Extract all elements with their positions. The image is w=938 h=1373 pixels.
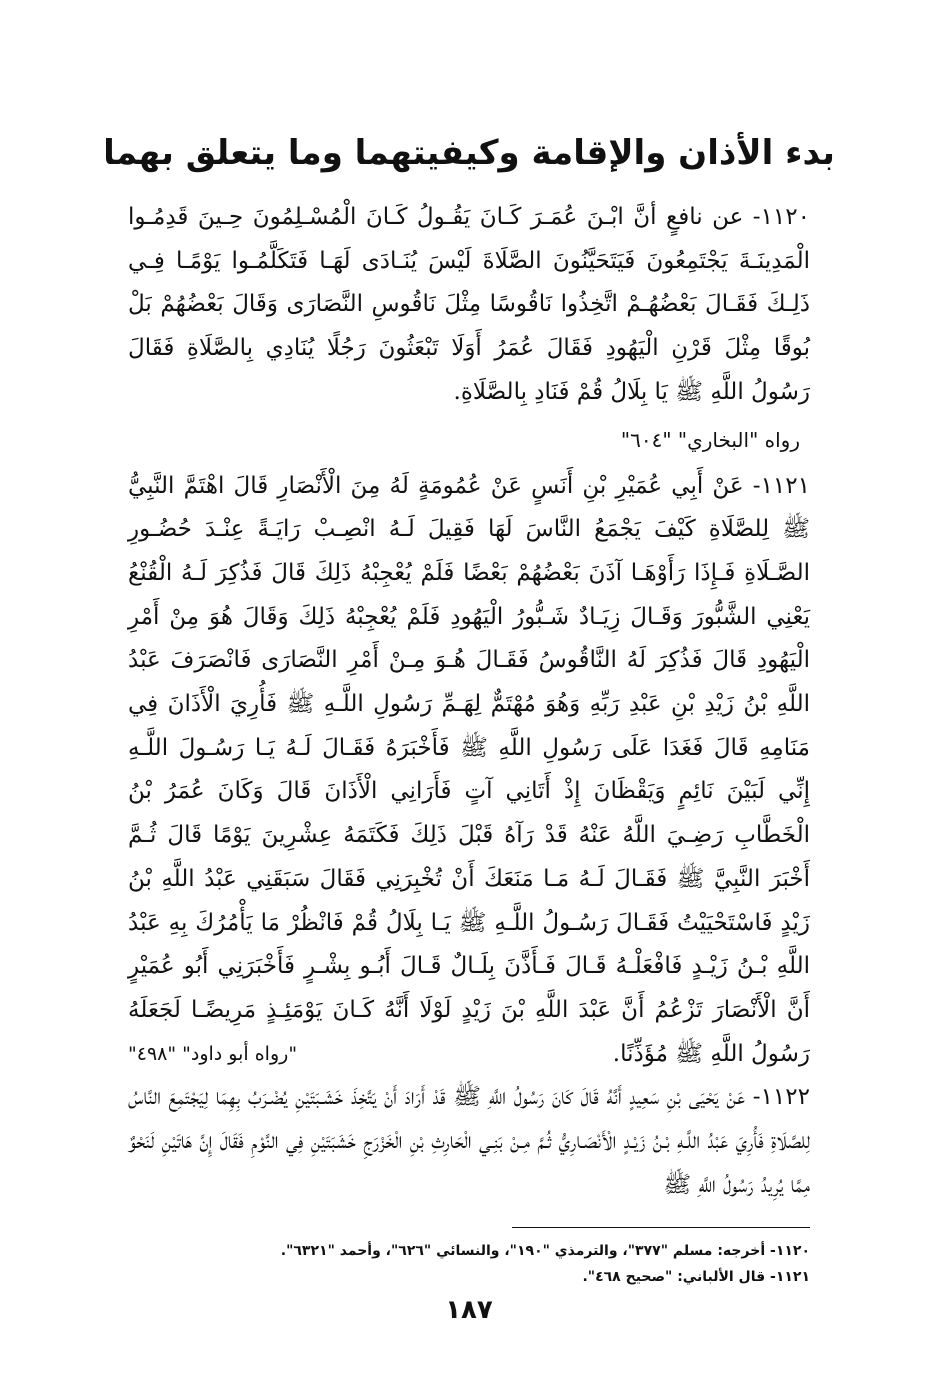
footnote-1121: ١١٢١- قال الألباني: "صحيح ٤٦٨". bbox=[582, 1269, 810, 1285]
hadith-1120-source: رواه "البخاري" "٦٠٤" bbox=[620, 427, 800, 452]
footnotes bbox=[128, 1238, 810, 1290]
hadith-1121-source: "رواه أبو داود" "٤٩٨" bbox=[128, 1042, 298, 1065]
hadith-1122: ١١٢٢- عَنْ يَحْيَى بْنِ سَعِيدٍ أَنَّهُ قَالَ كَانَ رَسُولُ اللَّهِ ﷺ قَدْ أَرَادَ أَنْ يَتَّخِذَ خَشَـبَتَيْنِ يُضْـرَبُ بِهِمَا لِيَجْتَمِعَ النَّاسُ لِلصَّلَاةِ فَأُرِيَ عَبْدُ اللَّـهِ بْـنُ زَيْـدٍ الْأَنْصَـارِيُّ ثُـمَّ مِـنْ بَنِـي الْحَارِثِ بْنِ الْخَزْرَجِ خَشَبَتَيْنِ فِي النَّوْمِ فَقَالَ إِنَّ هَاتَيْنِ لَنَحْوٌ مِمَّا يُرِيدُ رَسُولُ اللَّهِ ﷺ bbox=[128, 1084, 810, 1198]
chapter-title: بدء الأذان والإقامة وكيفيتهما وما يتعلق بهما bbox=[103, 133, 835, 173]
footnote-1120: ١١٢٠- أخرجه: مسلم "٣٧٧"، والترمذي "١٩٠"، والنسائي "٦٢٦"، وأحمد "٦٣٢١". bbox=[280, 1243, 810, 1259]
page-number: ١٨٧ bbox=[445, 1295, 493, 1325]
footnote-separator bbox=[512, 1227, 810, 1228]
hadith-1121-text: ١١٢١- عَنْ أَبِي عُمَيْرِ بْنِ أَنَسٍ عَنْ عُمُومَةٍ لَهُ مِنَ الْأَنْصَارِ قَالَ اهْتَمَّ النَّبِيُّ ﷺ لِلصَّلَاةِ كَيْفَ يَجْمَعُ النَّاسَ لَهَا فَقِيلَ لَـهُ انْصِـبْ رَايَـةً عِنْـدَ حُضُـورِ الصَّـلَاةِ فَـإِذَا رَأَوْهَـا آذَنَ بَعْضُهُمْ بَعْضًا فَلَمْ يُعْجِبْهُ ذَلِكَ قَالَ فَذُكِرَ لَـهُ الْقُنْعُ يَعْنِي الشَّبُّورَ وَقَـالَ زِيَـادٌ شَـبُّورُ الْيَهُودِ فَلَمْ يُعْجِبْهُ ذَلِكَ وَقَالَ هُوَ مِنْ أَمْرِ الْيَهُودِ قَالَ فَذُكِرَ لَهُ النَّاقُوسُ فَقَـالَ هُـوَ مِـنْ أَمْرِ النَّصَارَى فَانْصَرَفَ عَبْدُ اللَّهِ بْنُ زَيْدِ بْنِ عَبْدِ رَبِّهِ وَهُوَ مُهْتَمٌّ لِهَـمِّ رَسُولِ اللَّـهِ ﷺ فَأُرِيَ الْأَذَانَ فِي مَنَامِهِ قَالَ فَغَدَا عَلَى رَسُولِ اللَّهِ ﷺ فَأَخْبَرَهُ فَقَـالَ لَـهُ يَـا رَسُـولَ اللَّـهِ إِنِّي لَبَيْنَ نَائِمٍ وَيَقْظَانَ إِذْ أَتَانِي آتٍ فَأَرَانِي الْأَذَانَ قَالَ وَكَانَ عُمَرُ بْنُ الْخَطَّابِ رَضِـيَ اللَّهُ عَنْهُ قَدْ رَآهُ قَبْلَ ذَلِكَ فَكَتَمَهُ عِشْرِينَ يَوْمًا قَالَ ثُـمَّ أَخْبَرَ النَّبِيَّ ﷺ فَقَـالَ لَـهُ مَـا مَنَعَكَ أَنْ تُخْبِرَنِي فَقَالَ سَبَقَنِي عَبْدُ اللَّهِ بْنُ زَيْدٍ فَاسْتَحْيَيْتُ فَقَـالَ رَسُـولُ اللَّـهِ ﷺ يَـا بِلَالُ قُمْ فَانْظُرْ مَا يَأْمُرُكَ بِهِ عَبْدُ اللَّهِ بْـنُ زَيْـدٍ فَافْعَلْـهُ قَـالَ فَـأَذَّنَ بِلَـالٌ قَـالَ أَبُـو بِشْـرٍ فَأَخْبَرَنِي أَبُو عُمَيْرٍ أَنَّ الْأَنْصَارَ تَزْعُمُ أَنَّ عَبْدَ اللَّهِ بْنَ زَيْدٍ لَوْلَا أَنَّهُ كَـانَ يَوْمَئِـذٍ مَرِيضًـا لَجَعَلَهُ رَسُولُ اللَّهِ ﷺ مُؤَذِّنًا. bbox=[128, 472, 810, 1067]
hadith-1121 bbox=[128, 465, 810, 1077]
hadith-body bbox=[128, 196, 810, 1207]
hadith-1120: ١١٢٠- عن نافعٍ أنَّ ابْـنَ عُمَـرَ كَـانَ يَقُـولُ كَـانَ الْمُسْـلِمُونَ حِـينَ قَدِمُـوا الْمَدِينَـةَ يَجْتَمِعُونَ فَيَتَحَيَّنُونَ الصَّلَاةَ لَيْسَ يُنَـادَى لَهَـا فَتَكَلَّمُـوا يَوْمًـا فِـي ذَلِـكَ فَقَـالَ بَعْضُهُـمْ اتَّخِذُوا نَاقُوسًا مِثْلَ نَاقُوسِ النَّصَارَى وَقَالَ بَعْضُهُمْ بَلْ بُوقًا مِثْلَ قَرْنِ الْيَهُودِ فَقَالَ عُمَرُ أَوَلَا تَبْعَثُونَ رَجُلًا يُنَادِي بِالصَّلَاةِ فَقَالَ رَسُولُ اللَّهِ ﷺ يَا بِلَالُ قُمْ فَنَادِ بِالصَّلَاةِ. bbox=[128, 204, 810, 405]
